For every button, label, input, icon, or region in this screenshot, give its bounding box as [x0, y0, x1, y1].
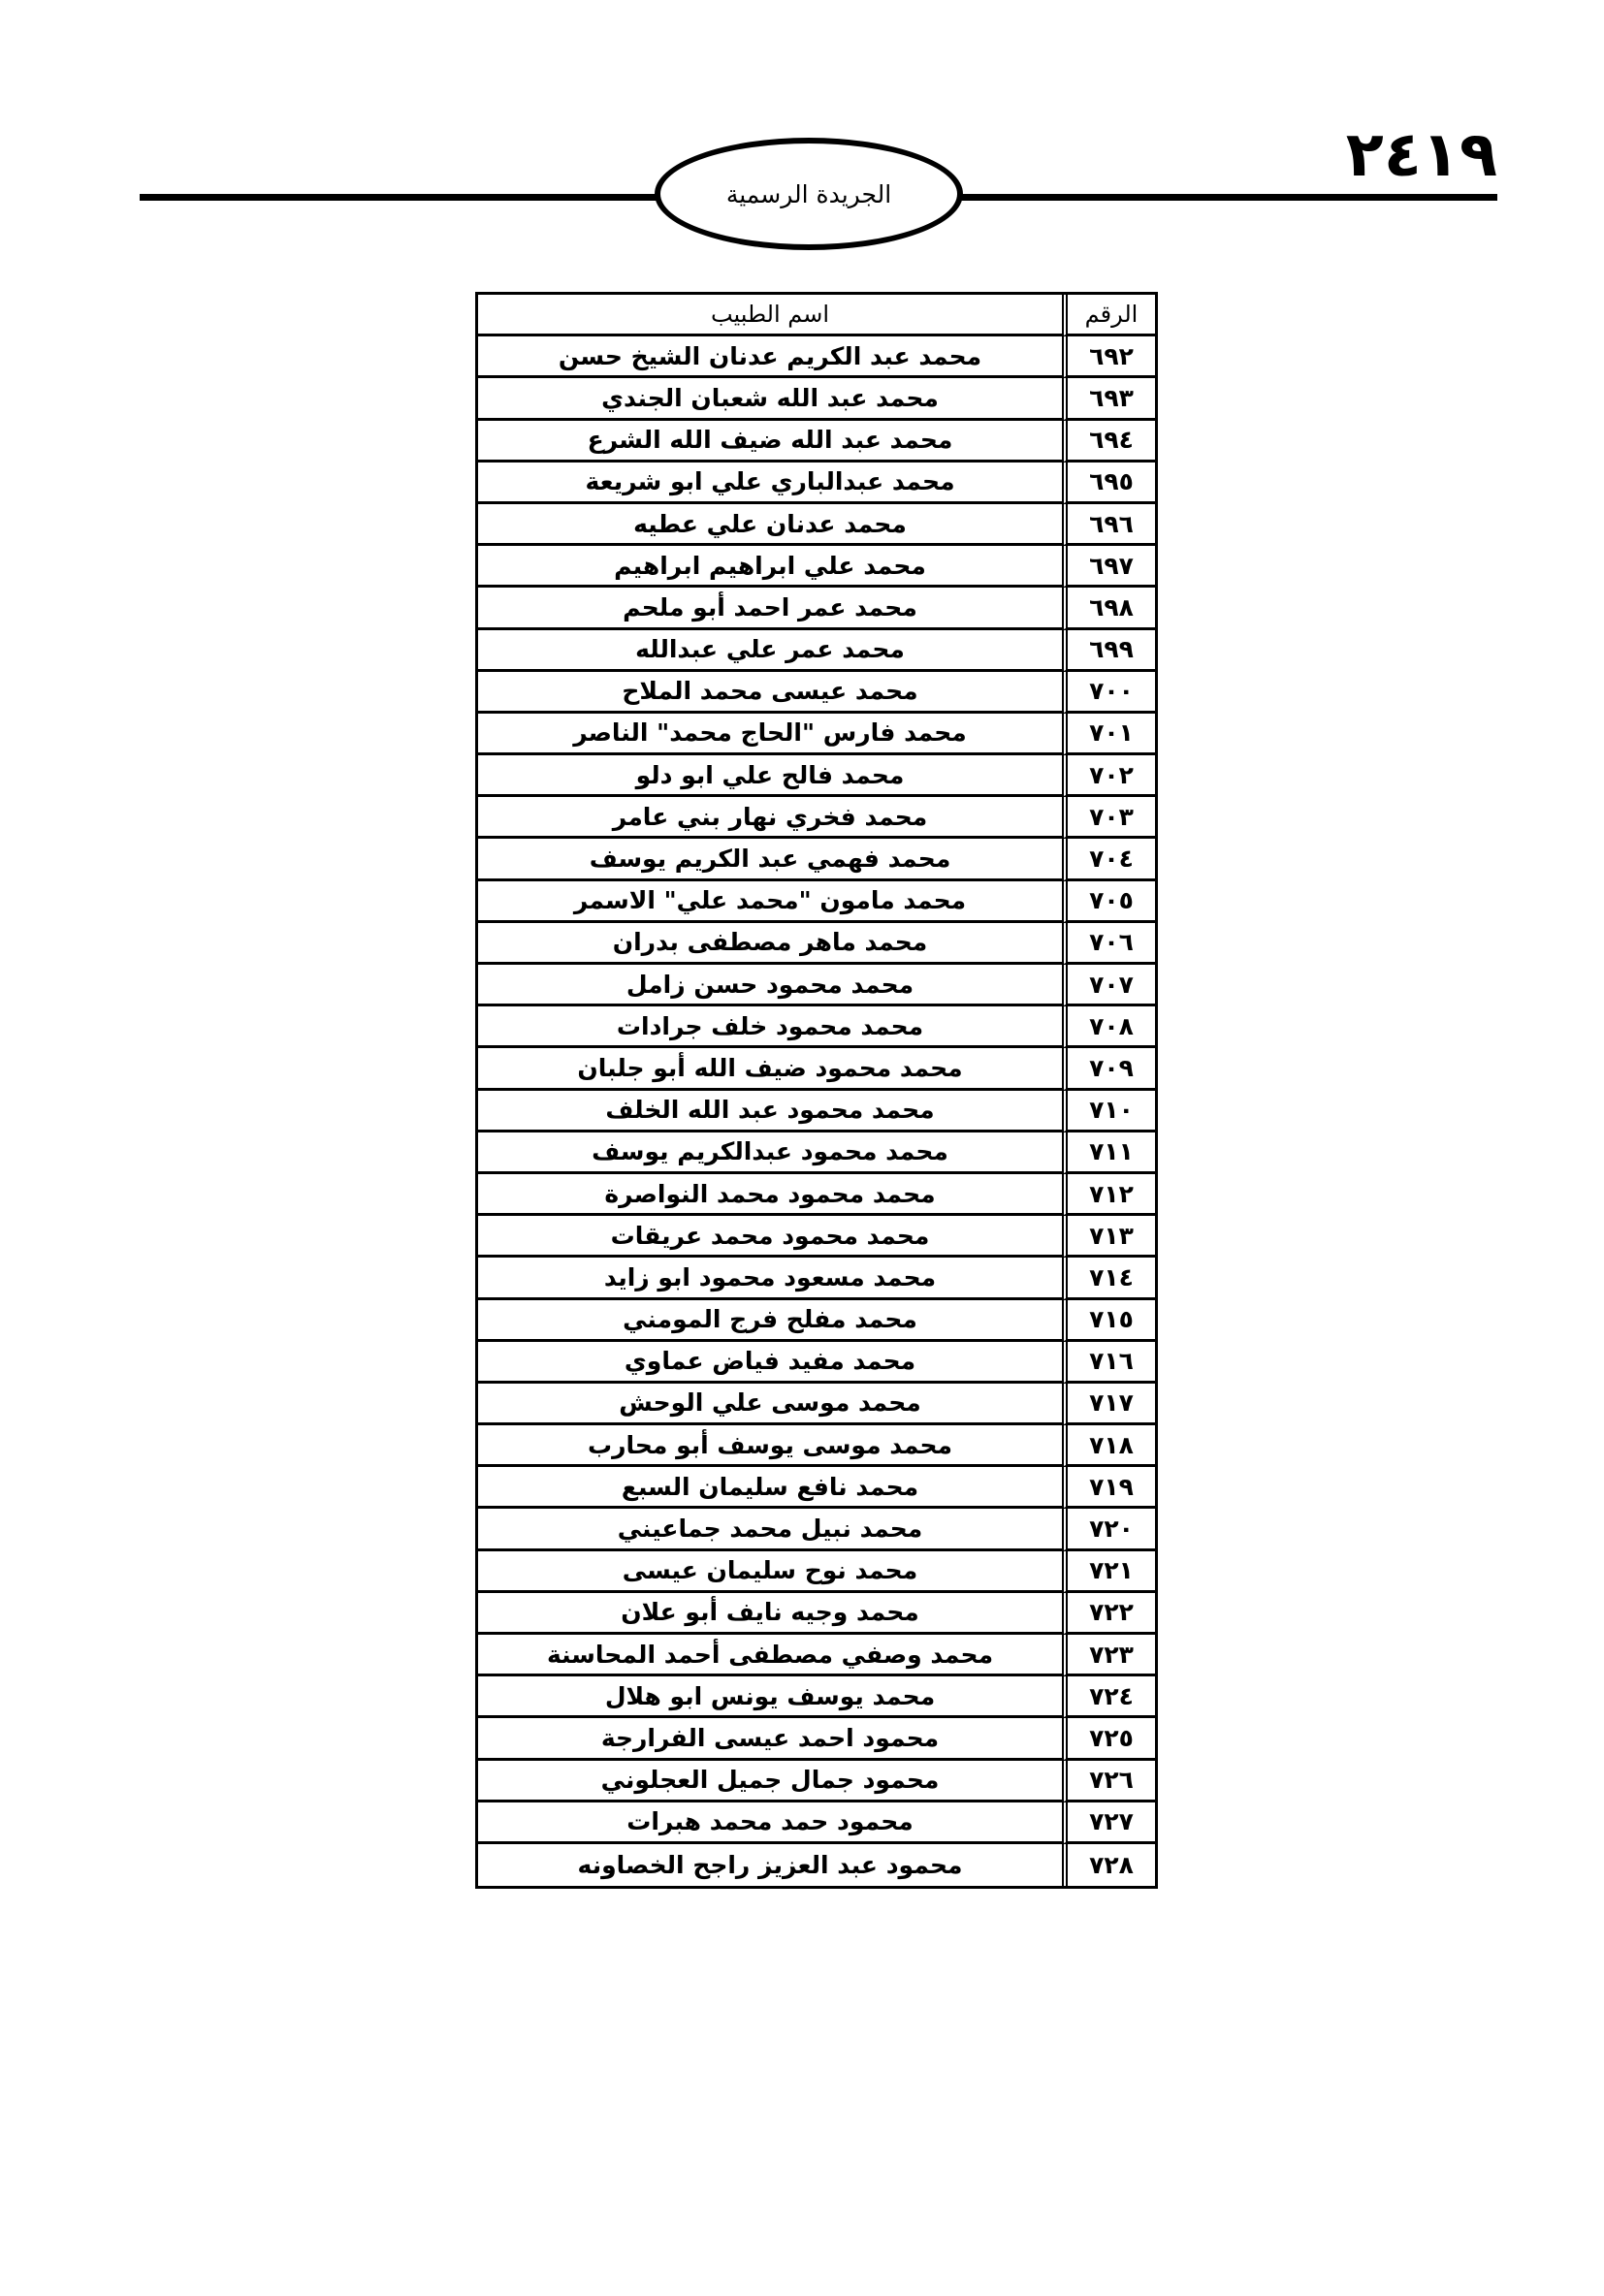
table-row [478, 755, 1155, 797]
doctor-name: محمد محمود ضيف الله أبو جلبان [478, 1048, 1062, 1090]
doctor-name: محمود احمد عيسى الفرارجة [478, 1718, 1062, 1760]
row-number: ٧١٧ [1062, 1384, 1155, 1425]
row-number: ٧٢٧ [1062, 1802, 1155, 1844]
table-row [478, 462, 1155, 504]
table-row [478, 630, 1155, 672]
doctor-name: محمد ماهر مصطفى بدران [478, 923, 1062, 965]
table-row [478, 588, 1155, 629]
row-number: ٧١٩ [1062, 1467, 1155, 1509]
header-oval [655, 138, 963, 250]
row-number: ٧٠٦ [1062, 923, 1155, 965]
table-row [478, 1174, 1155, 1216]
row-number: ٧٠٨ [1062, 1006, 1155, 1048]
row-number: ٦٩٦ [1062, 504, 1155, 546]
row-number: ٧٢٣ [1062, 1635, 1155, 1676]
table-body [478, 336, 1155, 1886]
doctor-name: محمد محمود محمد النواصرة [478, 1174, 1062, 1216]
doctor-name: محمد عبدالباري علي ابو شريعة [478, 462, 1062, 504]
table-row [478, 1342, 1155, 1384]
table-row [478, 378, 1155, 420]
doctor-name: محمد مسعود محمود ابو زايد [478, 1258, 1062, 1299]
row-number: ٧١٨ [1062, 1425, 1155, 1467]
doctor-name: محمد نبيل محمد جماعيني [478, 1509, 1062, 1550]
row-number: ٧٢١ [1062, 1551, 1155, 1593]
doctor-name: محمد عبد الله شعبان الجندي [478, 378, 1062, 420]
doctor-name: محمد عبد الله ضيف الله الشرع [478, 421, 1062, 462]
table-row [478, 1425, 1155, 1467]
table-row [478, 1091, 1155, 1132]
table-row [478, 1802, 1155, 1844]
row-number: ٦٩٩ [1062, 630, 1155, 672]
doctor-name: محمد عمر احمد أبو ملحم [478, 588, 1062, 629]
doctor-name: محمد عيسى محمد الملاح [478, 672, 1062, 714]
page-number: ٢٤١٩ [1345, 119, 1497, 191]
row-number: ٧٠٩ [1062, 1048, 1155, 1090]
doctor-name: محمد مفيد فياض عماوي [478, 1342, 1062, 1384]
table-row [478, 881, 1155, 923]
gazette-title: الجريدة الرسمية [725, 179, 892, 208]
row-number: ٧٠٧ [1062, 965, 1155, 1006]
table-row [478, 546, 1155, 588]
table-row [478, 1551, 1155, 1593]
table-row [478, 1258, 1155, 1299]
doctor-name: محمد وصفي مصطفى أحمد المحاسنة [478, 1635, 1062, 1676]
doctor-name: محمود عبد العزيز راجح الخصاونه [577, 1851, 963, 1880]
row-number: ٧٠٤ [1062, 839, 1155, 880]
row-number: ٧١٥ [1062, 1300, 1155, 1342]
header-number: الرقم [1062, 295, 1155, 336]
table-row [478, 923, 1155, 965]
row-number: ٧٢٢ [1062, 1593, 1155, 1635]
doctor-name: محمد عمر علي عبدالله [478, 630, 1062, 672]
table-row [478, 1384, 1155, 1425]
doctor-name: محمد يوسف يونس ابو هلال [478, 1676, 1062, 1718]
table-row [478, 839, 1155, 880]
table-row [478, 1216, 1155, 1258]
doctor-name: محمد مفلح فرج المومني [478, 1300, 1062, 1342]
doctor-name: محمد فالح علي ابو دلو [478, 755, 1062, 797]
row-number: ٧٠٣ [1062, 797, 1155, 839]
doctor-name: محمد وجيه نايف أبو علان [478, 1593, 1062, 1635]
doctor-name: محمد نوح سليمان عيسى [478, 1551, 1062, 1593]
doctor-name: محمد موسى علي الوحش [478, 1384, 1062, 1425]
row-number: ٦٩٣ [1062, 378, 1155, 420]
doctor-name: محمد محمود عبد الله الخلف [478, 1091, 1062, 1132]
row-number: ٧١١ [1062, 1132, 1155, 1174]
table-row [478, 1761, 1155, 1802]
table-row [478, 1509, 1155, 1550]
table-row [478, 1467, 1155, 1509]
table-row [478, 1048, 1155, 1090]
doctor-name: محمد محمود خلف جرادات [478, 1006, 1062, 1048]
row-number: ٧١٣ [1062, 1216, 1155, 1258]
doctor-name: محمد فهمي عبد الكريم يوسف [478, 839, 1062, 880]
row-number: ٧١٢ [1062, 1174, 1155, 1216]
doctor-name: محمد محمود حسن زامل [478, 965, 1062, 1006]
row-number: ٧٢٦ [1062, 1761, 1155, 1802]
doctor-name: محمد موسى يوسف أبو محارب [478, 1425, 1062, 1467]
row-number: ٧٠٢ [1062, 755, 1155, 797]
table-row [478, 1006, 1155, 1048]
doctor-name: محمد محمود محمد عريقات [478, 1216, 1062, 1258]
doctor-name: محمد فخري نهار بني عامر [478, 797, 1062, 839]
table-row [478, 1718, 1155, 1760]
doctor-name: محمد علي ابراهيم ابراهيم [478, 546, 1062, 588]
row-number: ٦٩٧ [1062, 546, 1155, 588]
doctor-name: محمد عدنان علي عطيه [478, 504, 1062, 546]
table-row [478, 1844, 1155, 1886]
doctor-name: محمود حمد محمد هبرات [478, 1802, 1062, 1844]
row-number: ٧٢٤ [1062, 1676, 1155, 1718]
row-number: ٧١٠ [1062, 1091, 1155, 1132]
header-doctor-name: اسم الطبيب [478, 295, 1062, 336]
table-row [478, 1132, 1155, 1174]
table-row [478, 1593, 1155, 1635]
table-row [478, 1635, 1155, 1676]
row-number: ٧٢٠ [1062, 1509, 1155, 1550]
table-row [478, 504, 1155, 546]
doctor-name: محمد عبد الكريم عدنان الشيخ حسن [478, 336, 1062, 378]
row-number: ٦٩٨ [1062, 588, 1155, 629]
row-number: ٧٠٠ [1062, 672, 1155, 714]
row-number: ٧١٤ [1062, 1258, 1155, 1299]
row-number: ٧٢٨ [1062, 1844, 1155, 1886]
table-header-row [478, 295, 1155, 336]
table-row [478, 336, 1155, 378]
table-row [478, 714, 1155, 755]
row-number: ٧٠١ [1062, 714, 1155, 755]
doctor-name: محمود جمال جميل العجلوني [478, 1761, 1062, 1802]
table-row [478, 965, 1155, 1006]
row-number: ٦٩٥ [1062, 462, 1155, 504]
doctors-table [475, 292, 1158, 1889]
row-number: ٦٩٤ [1062, 421, 1155, 462]
doctor-name: محمد نافع سليمان السبع [478, 1467, 1062, 1509]
table-row [478, 797, 1155, 839]
row-number: ٦٩٢ [1062, 336, 1155, 378]
row-number: ٧٢٥ [1062, 1718, 1155, 1760]
doctor-name: محمد فارس "الحاج محمد" الناصر [478, 714, 1062, 755]
row-number: ٧٠٥ [1062, 881, 1155, 923]
table-row [478, 1300, 1155, 1342]
table-row [478, 1676, 1155, 1718]
row-number: ٧١٦ [1062, 1342, 1155, 1384]
doctor-name: محمد مامون "محمد علي" الاسمر [478, 881, 1062, 923]
doctor-name: محمد محمود عبدالكريم يوسف [478, 1132, 1062, 1174]
table-row [478, 672, 1155, 714]
table-row [478, 421, 1155, 462]
